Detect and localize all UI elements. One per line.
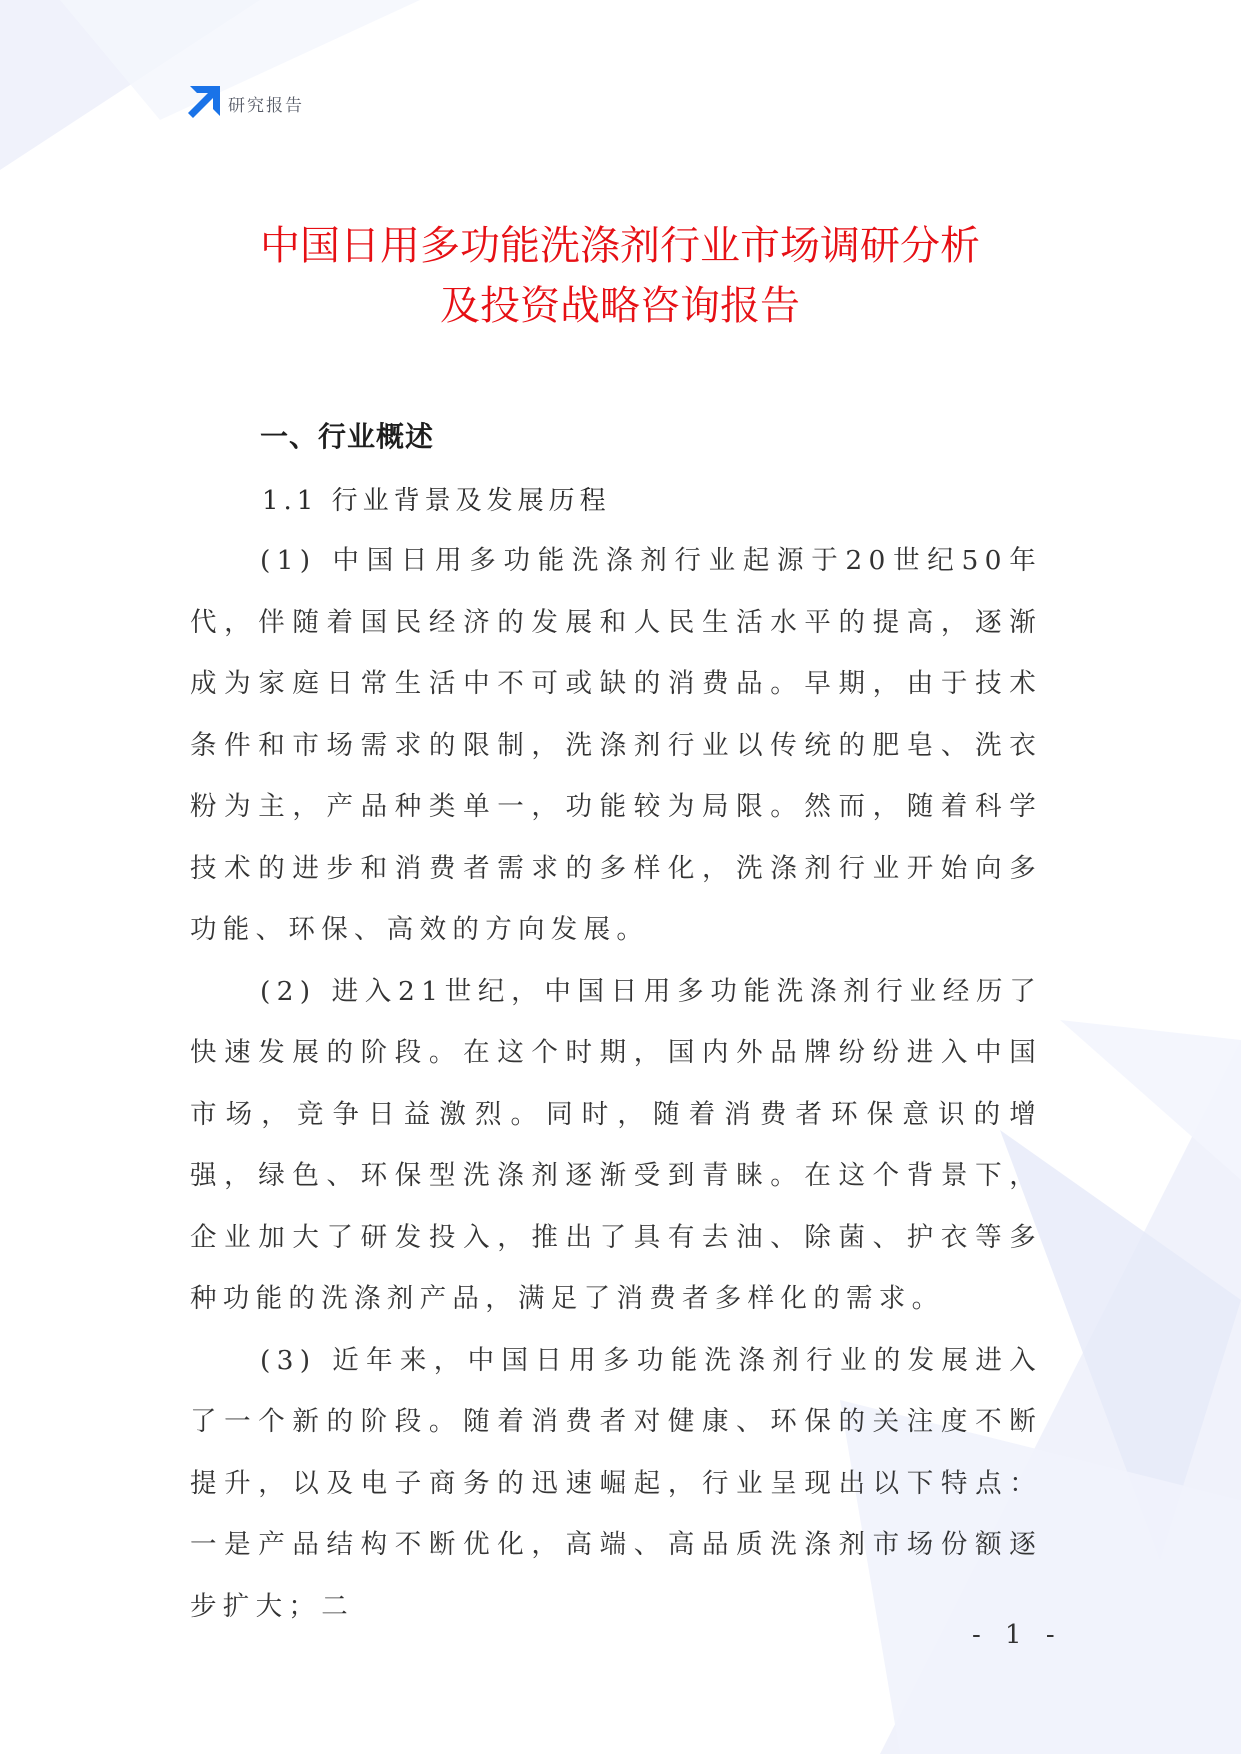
report-header	[186, 86, 304, 120]
body-text	[190, 530, 1042, 1637]
paragraph-2: (2) 进入21世纪，中国日用多功能洗涤剂行业经历了快速发展的阶段。在这个时期，国内外品牌纷纷进入中国市场，竞争日益激烈。同时，随着消费者环保意识的增强，绿色、环保型洗涤剂逐渐受到青睐。在这个背景下，企业加大了研发投入，推出了具有去油、除菌、护衣等多种功能的洗涤剂产品，满足了消费者多样化的需求。	[190, 975, 1042, 1314]
arrow-up-right-icon	[186, 86, 220, 120]
report-type-label: 研究报告	[228, 95, 304, 116]
subsection-heading: 1.1 行业背景及发展历程	[262, 486, 611, 516]
title-line-1: 中国日用多功能洗涤剂行业市场调研分析	[260, 223, 980, 269]
document-title	[120, 216, 1120, 336]
section-heading: 一、行业概述	[260, 420, 435, 453]
title-line-2: 及投资战略咨询报告	[440, 283, 800, 329]
page-number: - 1 -	[972, 1620, 1063, 1650]
paragraph-1: (1) 中国日用多功能洗涤剂行业起源于20世纪50年代，伴随着国民经济的发展和人民生活水平的提高，逐渐成为家庭日常生活中不可或缺的消费品。早期，由于技术条件和市场需求的限制，洗涤剂行业以传统的肥皂、洗衣粉为主，产品种类单一，功能较为局限。然而，随着科学技术的进步和消费者需求的多样化，洗涤剂行业开始向多功能、环保、高效的方向发展。	[190, 545, 1042, 945]
paragraph-3: (3) 近年来，中国日用多功能洗涤剂行业的发展进入了一个新的阶段。随着消费者对健康、环保的关注度不断提升，以及电子商务的迅速崛起，行业呈现出以下特点：一是产品结构不断优化，高端、高品质洗涤剂市场份额逐步扩大；二	[190, 1344, 1042, 1622]
